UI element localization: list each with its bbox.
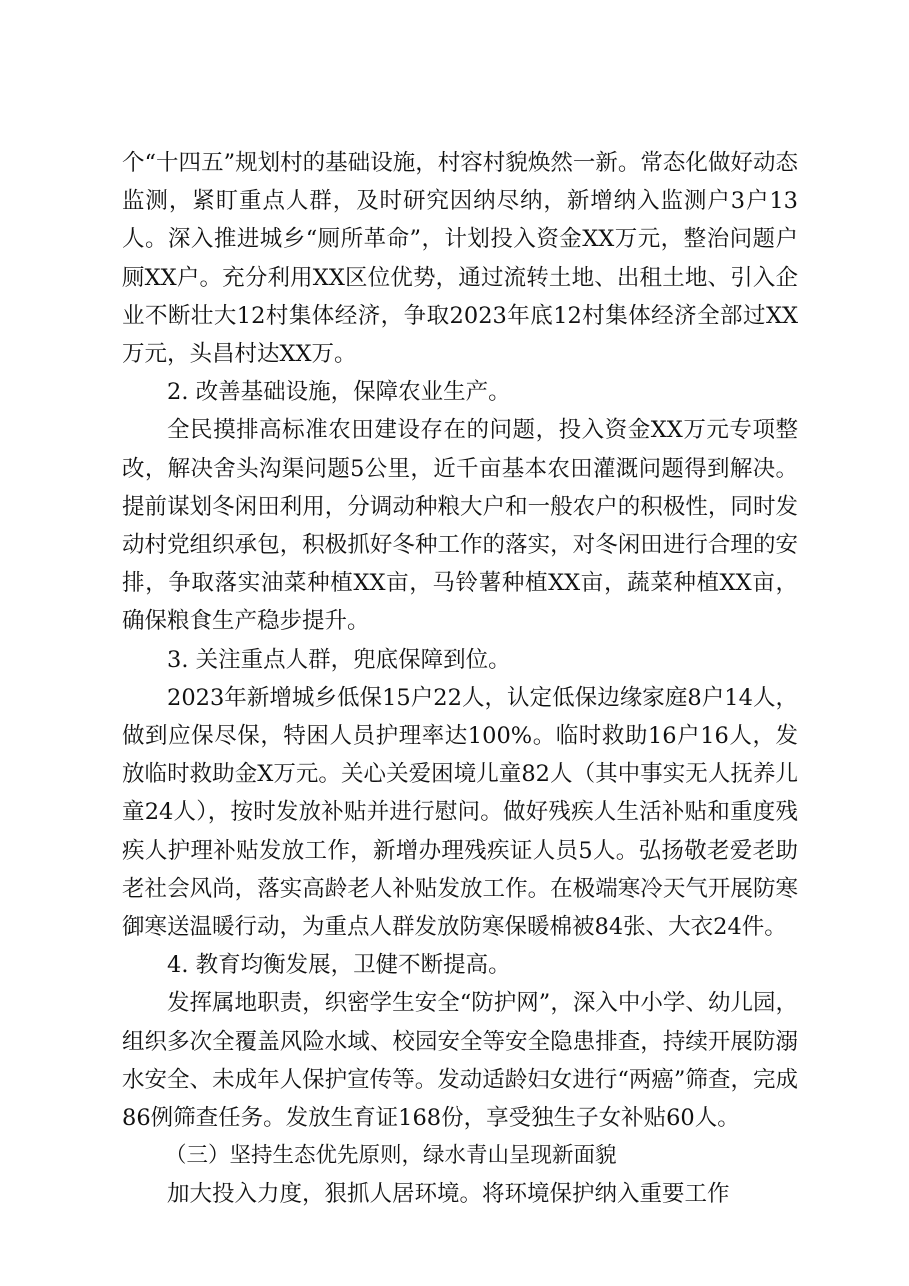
body-paragraph: 2023年新增城乡低保15户22人，认定低保边缘家庭8户14人，做到应保尽保，特困人员护理率达100%。临时救助16户16人，发放临时救助金X万元。关心关爱困境儿童82人（其中事实无人抚养儿童24人），按时发放补贴并进行慰问。做好残疾人生活补贴和重度残疾人护理补贴发放工作，新增办理残疾证人员5人。弘扬敬老爱老助老社会风尚，落实高龄老人补贴发放工作。在极端寒冷天气开展防寒御寒送温暖行动，为重点人群发放防寒保暖棉被84张、大衣24件。 bbox=[122, 684, 798, 941]
section-subheading: 3. 关注重点人群，兜底保障到位。 bbox=[167, 646, 511, 673]
section-subheading: 2. 改善基础设施，保障农业生产。 bbox=[167, 379, 511, 406]
body-paragraph: 个“十四五”规划村的基础设施，村容村貌焕然一新。常态化做好动态监测，紧盯重点人群，及时研究因纳尽纳，新增纳入监测户3户13人。深入推进城乡“厕所革命”，计划投入资金XX万元，整治问题户厕XX户。充分利用XX区位优势，通过流转土地、出租土地、引入企业不断壮大12村集体经济，争取2023年底12村集体经济全部过XX万元，头昌村达XX万。 bbox=[122, 150, 798, 368]
section-heading: （三）坚持生态优先原则，绿水青山呈现新面貌 bbox=[165, 1143, 617, 1169]
body-paragraph: 加大投入力度，狠抓人居环境。将环境保护纳入重要工作 bbox=[167, 1181, 730, 1208]
body-paragraph: 全民摸排高标准农田建设存在的问题，投入资金XX万元专项整改，解决舍头沟渠问题5公里，近千亩基本农田灌溉问题得到解决。提前谋划冬闲田利用，分调动种粮大户和一般农户的积极性，同时发动村党组织承包，积极抓好冬种工作的落实，对冬闲田进行合理的安排，争取落实油菜种植XX亩，马铃薯种植XX亩，蔬菜种植XX亩，确保粮食生产稳步提升。 bbox=[122, 417, 798, 635]
body-paragraph: 发挥属地职责，织密学生安全“防护网”，深入中小学、幼儿园，组织多次全覆盖风险水域、校园安全等安全隐患排查，持续开展防溺水安全、未成年人保护宣传等。发动适龄妇女进行“两癌”筛查，完成86例筛查任务。发放生育证168份，享受独生子女补贴60人。 bbox=[122, 990, 798, 1132]
document-page bbox=[122, 144, 798, 1214]
section-subheading: 4. 教育均衡发展，卫健不断提高。 bbox=[167, 952, 511, 979]
